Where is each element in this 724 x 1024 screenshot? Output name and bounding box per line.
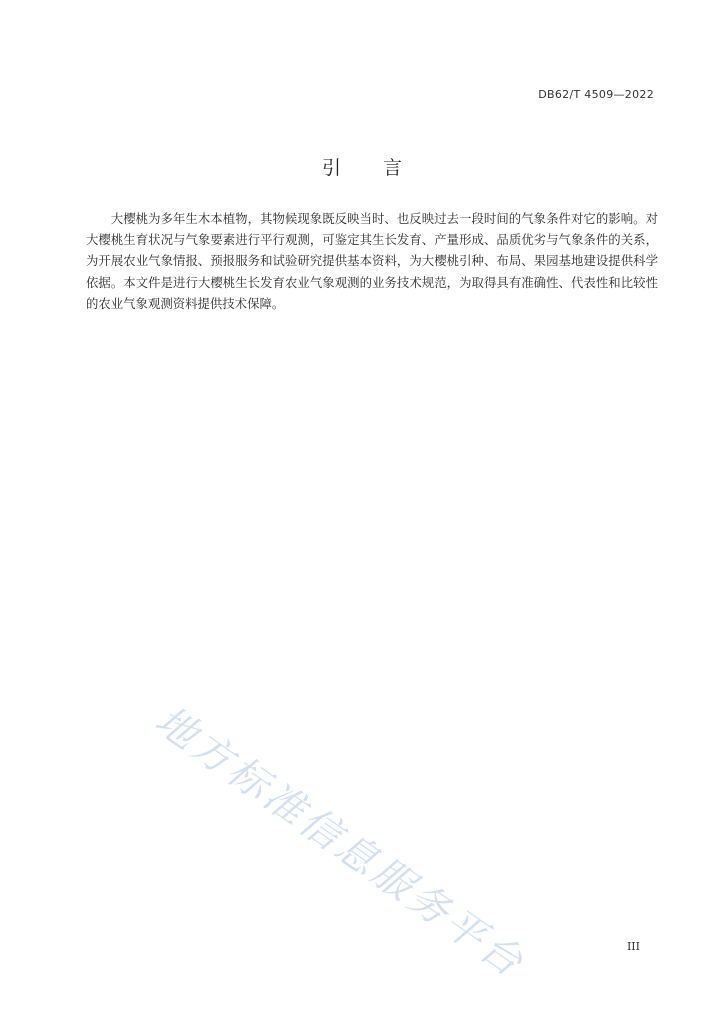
page-title: 引言 [321, 157, 444, 179]
standard-code: DB62/T 4509—2022 [538, 88, 654, 101]
watermark: 地方标准信息服务平台 [146, 697, 534, 988]
introduction-paragraph: 大樱桃为多年生木本植物，其物候现象既反映当时、也反映过去一段时间的气象条件对它的影响。对大樱桃生育状况与气象要素进行平行观测，可鉴定其生长发育、产量形成、品质优劣与气象条件的关系，为开展农业气象情报、预报服务和试验研究提供基本资料，为大樱桃引种、布局、果园基地建设提供科学依据。本文件是进行大樱桃生长发育农业气象观测的业务技术规范，为取得具有准确性、代表性和比较性的农业气象观测资料提供技术保障。 [86, 211, 658, 311]
page-number: III [626, 940, 640, 953]
